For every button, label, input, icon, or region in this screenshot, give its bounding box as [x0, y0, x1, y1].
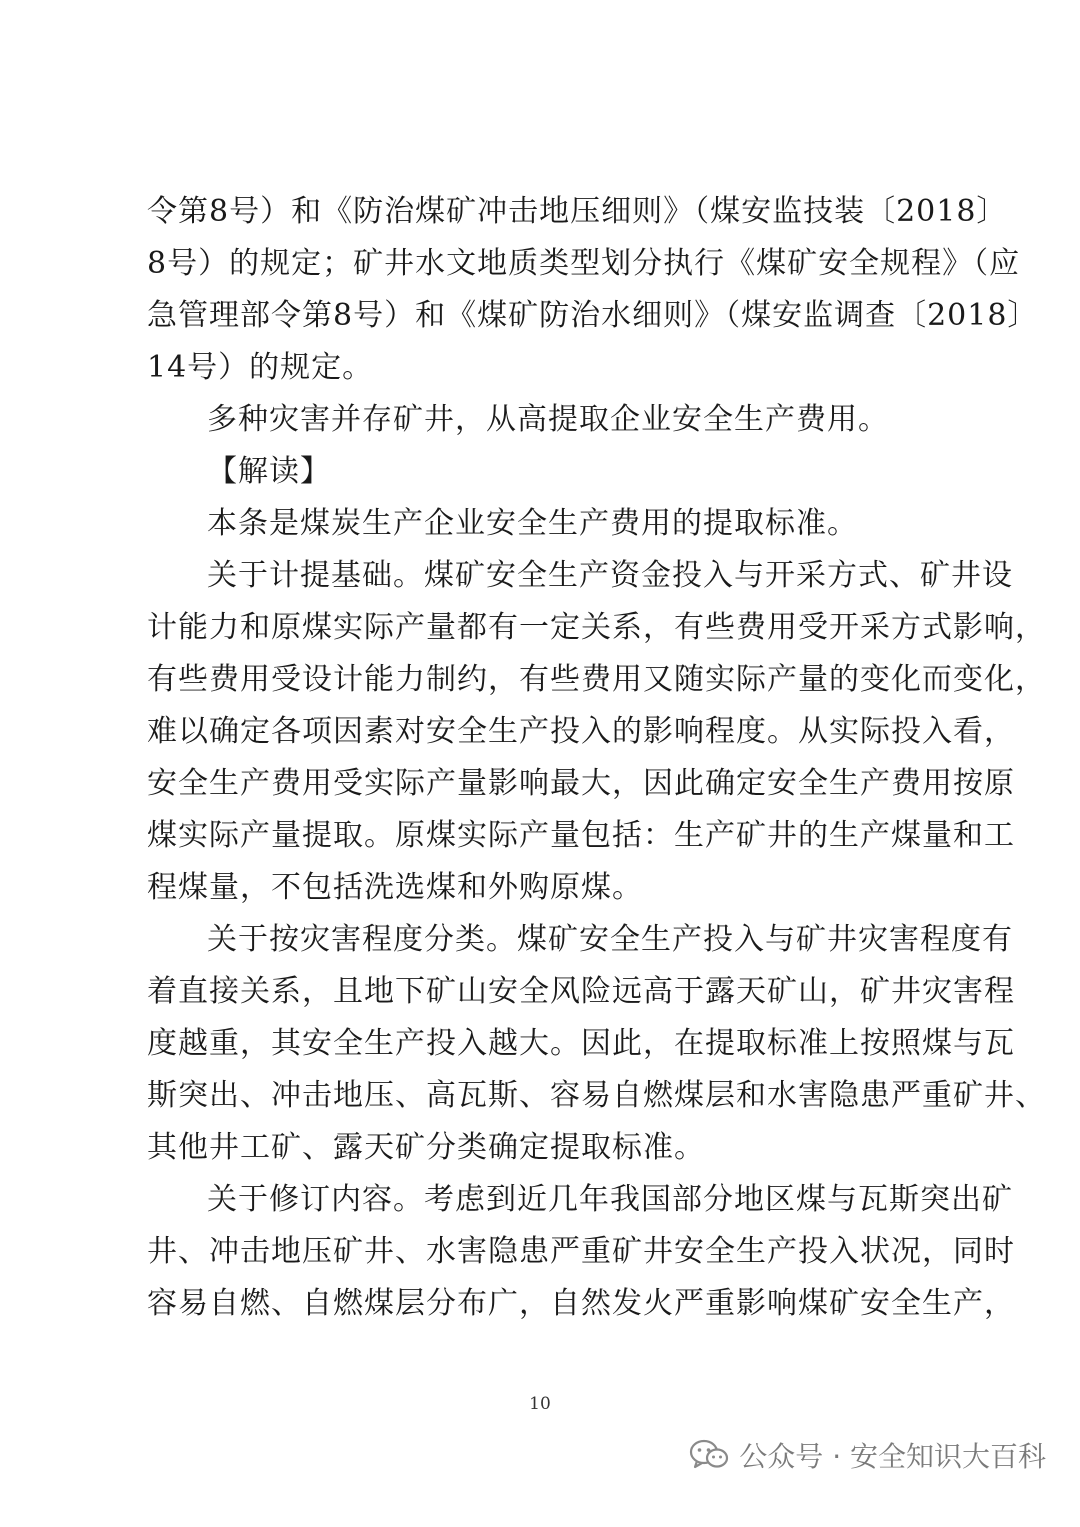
paragraph-start-line: 关于修订内容。考虑到近几年我国部分地区煤与瓦斯突出矿 — [207, 1182, 1013, 1217]
text-line: 计能力和原煤实际产量都有一定关系，有些费用受开采方式影响， — [147, 610, 1046, 645]
text-line: 急管理部令第8号）和《煤矿防治水细则》（煤安监调查〔2018〕 — [147, 298, 1039, 333]
interpretation-heading: 【解读】 — [207, 454, 331, 489]
text-line: 着直接关系，且地下矿山安全风险远高于露天矿山，矿井灾害程 — [147, 974, 1015, 1009]
text-line: 井、冲击地压矿井、水害隐患严重矿井安全生产投入状况，同时 — [147, 1234, 1015, 1269]
text-line: 本条是煤炭生产企业安全生产费用的提取标准。 — [207, 506, 858, 541]
page-number: 10 — [529, 1394, 551, 1414]
text-line: 8号）的规定；矿井水文地质类型划分执行《煤矿安全规程》（应 — [147, 246, 1021, 281]
text-line: 有些费用受设计能力制约，有些费用又随实际产量的变化而变化， — [147, 662, 1046, 697]
text-line: 容易自燃、自燃煤层分布广，自然发火严重影响煤矿安全生产， — [147, 1286, 1015, 1321]
text-line: 度越重，其安全生产投入越大。因此，在提取标准上按照煤与瓦 — [147, 1026, 1015, 1061]
wechat-icon — [689, 1438, 729, 1472]
text-line: 令第8号）和《防治煤矿冲击地压细则》（煤安监技装〔2018〕 — [147, 194, 1008, 229]
text-line: 斯突出、冲击地压、高瓦斯、容易自燃煤层和水害隐患严重矿井、 — [147, 1078, 1046, 1113]
text-line: 煤实际产量提取。原煤实际产量包括：生产矿井的生产煤量和工 — [147, 818, 1015, 853]
paragraph-start-line: 关于按灾害程度分类。煤矿安全生产投入与矿井灾害程度有 — [207, 922, 1013, 957]
paragraph-start-line: 关于计提基础。煤矿安全生产资金投入与开采方式、矿井设 — [207, 558, 1013, 593]
text-line: 其他井工矿、露天矿分类确定提取标准。 — [147, 1130, 705, 1165]
article-text: 多种灾害并存矿井，从高提取企业安全生产费用。 — [207, 402, 889, 437]
text-line: 安全生产费用受实际产量影响最大，因此确定安全生产费用按原 — [147, 766, 1015, 801]
text-line: 难以确定各项因素对安全生产投入的影响程度。从实际投入看， — [147, 714, 1015, 749]
watermark-text: 公众号 · 安全知识大百科 — [739, 1440, 1046, 1473]
text-line: 程煤量，不包括洗选煤和外购原煤。 — [147, 870, 643, 905]
watermark — [689, 1435, 1046, 1475]
text-line: 14号）的规定。 — [147, 350, 374, 385]
document-body — [147, 186, 1046, 1330]
